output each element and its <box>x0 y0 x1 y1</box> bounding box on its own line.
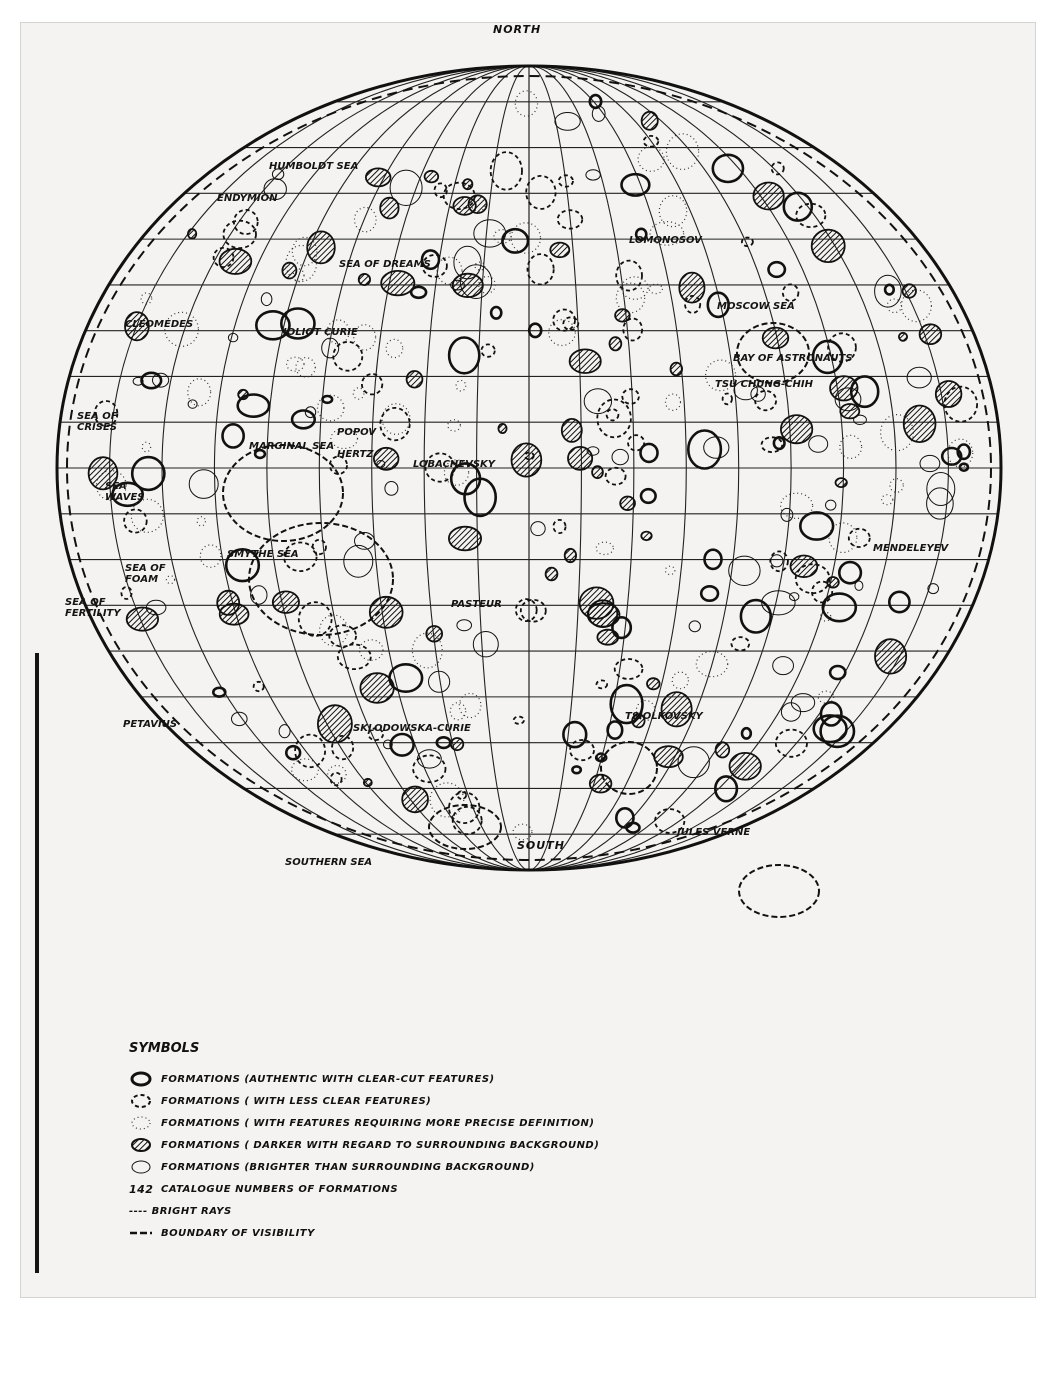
crater-formation <box>903 284 916 297</box>
label-bay-of-astronauts: BAY OF ASTRONAUTS <box>733 353 853 364</box>
crater-formation <box>649 284 662 293</box>
crater-formation <box>338 645 371 670</box>
crater-formation <box>612 449 628 464</box>
crater-formation <box>514 717 524 724</box>
crater-formation <box>610 337 622 350</box>
crater-formation <box>742 728 751 738</box>
crater-formation <box>223 221 256 248</box>
crater-formation <box>647 678 660 689</box>
crater-formation <box>550 243 569 258</box>
crater-formation <box>887 299 901 313</box>
crater-formation <box>899 333 907 341</box>
crater-formation <box>366 168 391 186</box>
crater-formation <box>390 170 422 205</box>
crater-formation <box>723 394 732 405</box>
label-sea-of-dreams: SEA OF DREAMS <box>339 259 431 270</box>
crater-formation <box>453 197 475 215</box>
crater-formation <box>353 388 364 399</box>
crater-formation <box>622 389 639 404</box>
legend-text: ---- BRIGHT RAYS <box>129 1205 232 1217</box>
crater-formation <box>555 113 580 131</box>
label-smythe-sea: SMYTHE SEA <box>227 549 299 560</box>
legend-text: FORMATIONS (BRIGHTER THAN SURROUNDING BACKGROUND) <box>161 1161 535 1173</box>
crater-formation <box>217 591 239 615</box>
label-sklodowska-curie: SKLODOWSKA-CURIE <box>353 723 471 734</box>
crater-formation <box>549 320 576 346</box>
crater-formation <box>642 112 658 130</box>
crater-formation <box>666 134 698 170</box>
crater-formation <box>885 285 894 295</box>
crater-formation <box>781 415 812 443</box>
legend-item-thin <box>129 1156 689 1178</box>
crater-formation <box>615 659 643 679</box>
crater-formation <box>528 254 554 284</box>
crater-formation <box>671 363 683 376</box>
crater-formation <box>791 556 818 578</box>
crater-formation <box>512 443 542 476</box>
crater-formation <box>498 424 506 433</box>
crater-formation <box>763 328 789 349</box>
legend-item-number <box>129 1178 689 1200</box>
crater-formation <box>597 630 618 645</box>
crater-formation <box>223 424 244 447</box>
crater-formation <box>261 293 272 306</box>
crater-formations <box>89 91 978 917</box>
crater-formation <box>809 436 828 453</box>
crater-formation <box>124 509 147 532</box>
crater-formation <box>473 632 498 657</box>
crater-formation <box>457 620 472 631</box>
crater-formation <box>597 680 608 688</box>
hatched-oval-icon <box>129 1137 153 1153</box>
crater-formation <box>200 545 221 567</box>
legend-item-solid <box>129 1068 689 1090</box>
thin-oval-icon <box>129 1159 153 1175</box>
crater-formation <box>704 437 729 459</box>
crater-formation <box>426 626 442 642</box>
crater-formation <box>362 374 382 394</box>
compass-south: SOUTH <box>517 839 565 852</box>
label-sea-of-waves: SEA WAVES <box>105 481 145 503</box>
crater-formation <box>606 468 626 485</box>
crater-formation <box>238 395 269 417</box>
crater-formation <box>622 174 650 195</box>
crater-formation <box>839 562 861 583</box>
crater-formation <box>449 338 479 374</box>
crater-formation <box>620 497 635 511</box>
crater-formation <box>515 91 537 116</box>
legend-text: FORMATIONS (AUTHENTIC WITH CLEAR-CUT FEATURES) <box>161 1073 495 1085</box>
crater-formation <box>590 775 612 793</box>
crater-formation <box>666 394 681 410</box>
solid-oval-icon <box>129 1071 153 1087</box>
label-jules-verne: JULES VERNE <box>677 827 751 838</box>
crater-formation <box>769 262 785 277</box>
crater-formation <box>875 639 906 673</box>
label-popov: POPOV <box>337 427 377 438</box>
crater-formation <box>773 657 794 675</box>
crater-formation <box>836 478 847 487</box>
mare-outline <box>739 865 819 917</box>
crater-formation <box>531 522 545 536</box>
label-sea-of-crises: SEA OF CRISES <box>77 411 118 433</box>
mare-outline <box>429 805 501 849</box>
crater-formation <box>344 545 373 577</box>
crater-formation <box>776 730 807 757</box>
crater-formation <box>453 274 483 297</box>
crater-formation <box>188 400 197 408</box>
moon-map-photo <box>20 22 1036 1298</box>
crater-formation <box>665 566 675 574</box>
crater-formation <box>731 637 749 650</box>
crater-formation <box>481 344 494 356</box>
crater-formation <box>299 602 332 636</box>
label-moscow-sea: MOSCOW SEA <box>717 301 795 312</box>
crater-formation <box>960 464 968 471</box>
crater-formation <box>491 307 501 319</box>
crater-formation <box>448 420 461 431</box>
crater-formation <box>641 444 658 462</box>
crater-formation <box>364 779 372 786</box>
crater-formation <box>331 773 342 786</box>
label-mendeleyev: MENDELEYEV <box>873 543 949 554</box>
crater-formation <box>854 415 867 424</box>
crater-formation <box>318 705 352 742</box>
crater-formation <box>407 371 423 388</box>
crater-formation <box>688 431 721 469</box>
crater-formation <box>791 694 814 712</box>
legend-text: FORMATIONS ( DARKER WITH REGARD TO SURROUNDING BACKGROUND) <box>161 1139 600 1151</box>
label-southern-sea: SOUTHERN SEA <box>285 857 373 868</box>
label-sea-of-fertility: SEA OF FERTILITY <box>65 597 121 619</box>
crater-formation <box>830 376 857 400</box>
crater-formation <box>586 170 600 180</box>
crater-formation <box>282 263 296 279</box>
crater-formation <box>287 357 304 371</box>
label-cleomedes: CLEOMEDES <box>125 319 194 330</box>
crater-formation <box>641 532 651 541</box>
crater-formation <box>286 746 300 759</box>
crater-formation <box>418 750 442 768</box>
crater-formation <box>596 542 613 554</box>
crater-formation <box>333 342 362 371</box>
crater-formation <box>565 549 576 562</box>
crater-formation <box>849 529 870 547</box>
legend-text: FORMATIONS ( WITH FEATURES REQUIRING MORE PRECISE DEFINITION) <box>161 1117 595 1129</box>
label-lomonosov: LOMONOSOV <box>629 235 702 246</box>
dotted-oval-icon <box>129 1115 153 1131</box>
crater-formation <box>659 196 686 227</box>
crater-formation <box>875 275 902 307</box>
legend-text: BOUNDARY OF VISIBILITY <box>161 1227 315 1239</box>
crater-formation <box>616 808 633 827</box>
crater-formation <box>568 447 592 470</box>
crater-formation <box>189 470 218 499</box>
symbols-legend <box>129 1041 689 1244</box>
crater-formation <box>584 389 611 414</box>
crater-formation <box>716 742 730 757</box>
crater-formation <box>374 448 399 470</box>
crater-formation <box>142 442 150 452</box>
crater-formation <box>678 747 709 778</box>
crater-formation <box>391 734 414 756</box>
crater-formation <box>451 738 463 750</box>
crater-formation <box>612 617 630 638</box>
label-petavius: PETAVIUS <box>123 719 178 730</box>
crater-formation <box>927 473 955 506</box>
crater-formation <box>826 500 836 510</box>
label-humboldt-sea: HUMBOLDT SEA <box>269 161 359 172</box>
legend-item-dotted <box>129 1112 689 1134</box>
legend-item-dashed <box>129 1090 689 1112</box>
crater-formation <box>672 672 688 689</box>
mare-outline <box>601 742 657 794</box>
crater-formation <box>729 556 760 585</box>
crater-formation <box>320 615 348 646</box>
crater-formation <box>800 512 833 539</box>
crater-formation <box>701 586 718 600</box>
crater-formation <box>197 517 205 526</box>
crater-formation <box>907 367 931 388</box>
legend-text: CATALOGUE NUMBERS OF FORMATIONS <box>161 1183 399 1195</box>
crater-formation <box>904 406 936 443</box>
crater-formation <box>228 333 237 341</box>
crater-formation <box>616 283 644 313</box>
crater-formation <box>689 621 700 632</box>
crater-formation <box>783 284 799 301</box>
crater-formation <box>890 479 903 493</box>
long-dash-icon <box>129 1225 153 1241</box>
mare-outline <box>249 523 393 635</box>
crater-formation <box>449 792 479 823</box>
crater-formation <box>142 373 162 388</box>
crater-formation <box>781 703 800 721</box>
crater-formation <box>608 722 623 739</box>
crater-formation <box>827 577 839 588</box>
crater-formation <box>329 625 356 646</box>
crater-formation <box>814 715 847 742</box>
crater-formation <box>355 207 377 231</box>
crater-formation <box>679 273 704 303</box>
crater-formation <box>901 290 931 322</box>
label-lobachevsky: LOBACHEVSKY <box>413 459 496 470</box>
compass-north: NORTH <box>493 23 542 36</box>
label-endymion: ENDYMION <box>217 193 278 204</box>
crater-formation <box>213 688 225 697</box>
crater-formation <box>572 766 580 773</box>
crater-formation <box>730 753 761 780</box>
crater-formation <box>292 411 315 429</box>
dashed-oval-icon <box>129 1093 153 1109</box>
mare-outline <box>223 445 343 541</box>
crater-formation <box>307 231 335 263</box>
crater-formation <box>360 673 393 703</box>
crater-formation <box>641 489 656 503</box>
legend-item-hatched <box>129 1134 689 1156</box>
crater-formation <box>474 220 506 247</box>
label-sea-of-foam: SEA OF FOAM <box>125 563 166 585</box>
crater-formation <box>753 183 783 210</box>
crater-formation <box>502 229 528 252</box>
crater-formation <box>830 666 845 679</box>
label-tsiolkovsky: TSIOLKOVSKY <box>625 711 703 722</box>
crater-formation <box>553 520 565 533</box>
crater-formation <box>927 488 954 519</box>
crater-formation <box>386 339 403 357</box>
crater-formation <box>296 358 315 377</box>
crater-formation <box>607 409 619 420</box>
crater-formation <box>526 176 555 209</box>
crater-formation <box>234 210 258 234</box>
label-marginal-sea: MARGINAL SEA <box>249 441 335 452</box>
crater-formation <box>188 379 211 406</box>
label-hertz: HERTZ <box>337 449 374 460</box>
legend-item-boundary <box>129 1222 689 1244</box>
crater-formation <box>546 568 558 581</box>
label-pasteur: PASTEUR <box>451 599 502 610</box>
crater-formation <box>823 594 856 622</box>
crater-formation <box>456 380 466 391</box>
crater-formation <box>449 527 481 551</box>
crater-formation <box>882 495 893 505</box>
crater-formation <box>812 230 845 262</box>
crater-formation <box>279 725 290 738</box>
crater-formation <box>425 171 439 183</box>
crater-formation <box>450 703 465 720</box>
crater-formation <box>188 229 196 239</box>
crater-formation <box>254 682 264 691</box>
label-tsu-chung-chih: TSU CHUNG-CHIH <box>715 379 813 390</box>
crater-formation <box>220 249 252 274</box>
crater-formation <box>380 408 409 440</box>
crater-formation <box>638 147 664 171</box>
crater-formation <box>402 787 428 813</box>
crater-formation <box>381 271 414 295</box>
crater-formation <box>889 592 909 612</box>
legend-item-rays <box>129 1200 689 1222</box>
crater-formation <box>920 324 942 344</box>
crater-formation <box>770 551 788 571</box>
crater-formation <box>563 722 586 747</box>
crater-formation <box>920 455 940 471</box>
crater-formation <box>562 419 582 442</box>
crater-formation <box>597 400 631 438</box>
crater-formation <box>516 599 537 621</box>
crater-formation <box>273 591 299 613</box>
crater-formation <box>781 508 793 521</box>
crater-formation <box>592 466 603 478</box>
catalogue-number-sample: 142 <box>129 1182 154 1196</box>
crater-formation <box>359 274 370 285</box>
crater-formation <box>323 396 333 403</box>
crater-formation <box>570 349 601 373</box>
legend-title: SYMBOLS <box>129 1041 200 1056</box>
crater-formation <box>385 482 398 496</box>
legend-text: FORMATIONS ( WITH LESS CLEAR FEATURES) <box>161 1095 432 1107</box>
label-joliot-curie: JOLIOT CURIE <box>283 327 358 338</box>
crater-formation <box>771 555 783 567</box>
